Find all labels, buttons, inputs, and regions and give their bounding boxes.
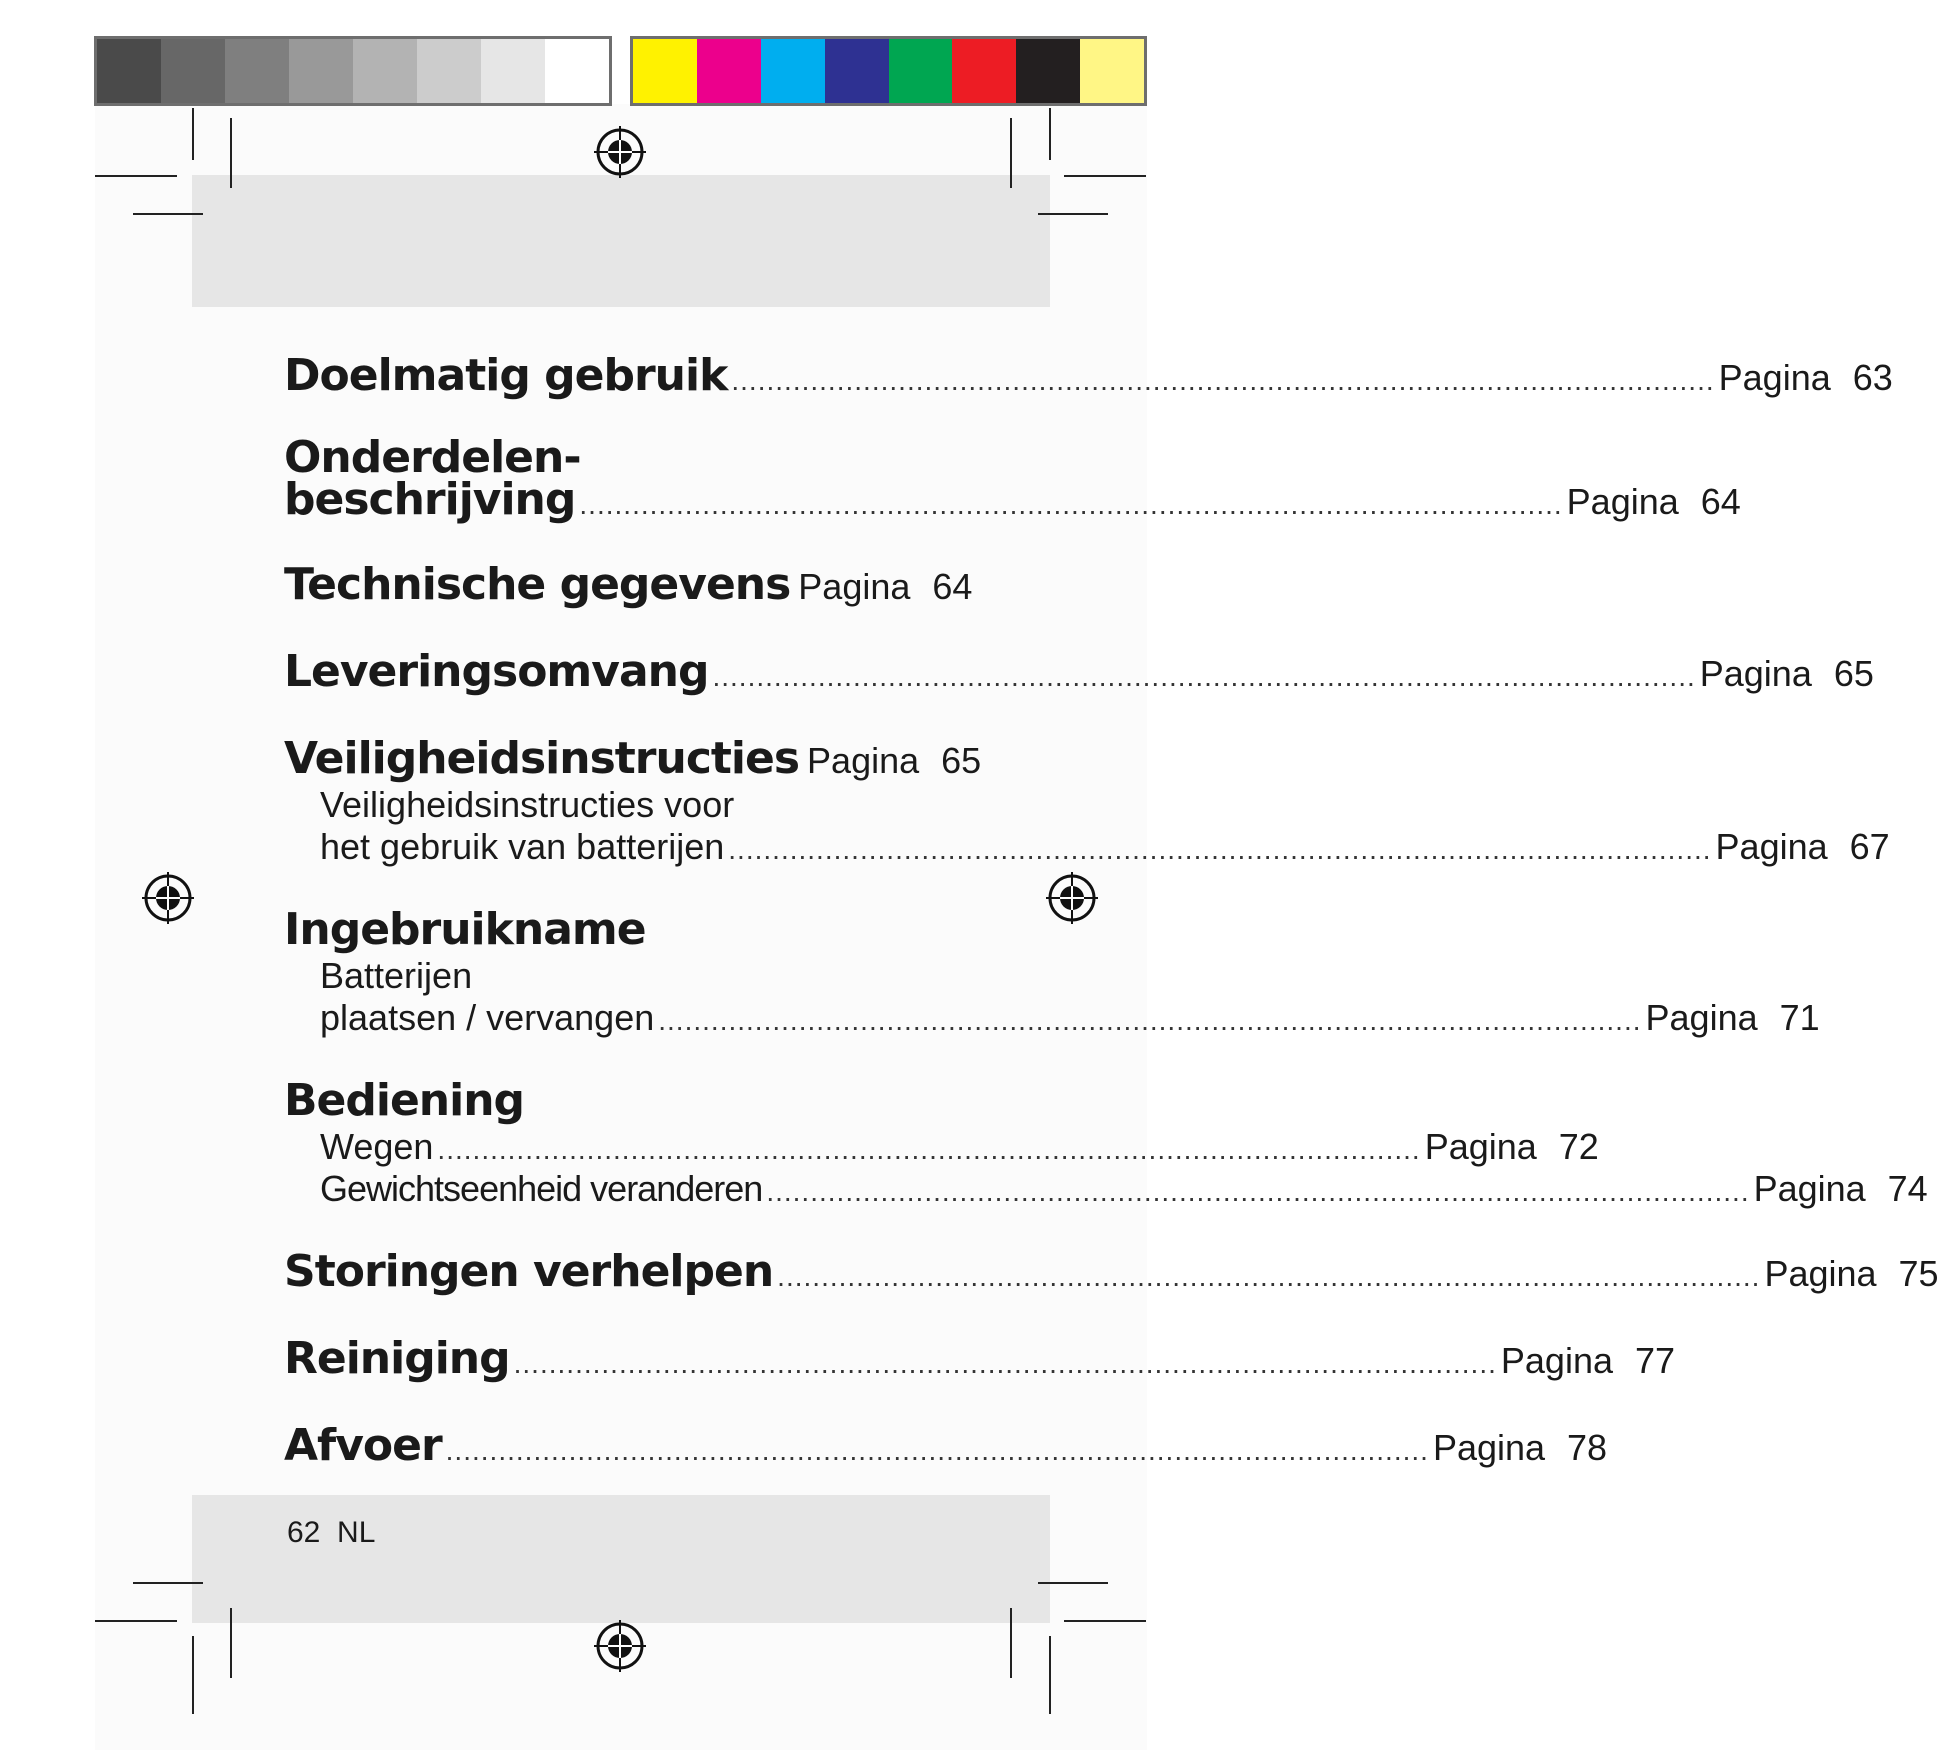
crop-mark bbox=[1064, 1620, 1146, 1622]
color-swatch bbox=[825, 39, 889, 103]
color-swatch bbox=[761, 39, 825, 103]
crop-mark bbox=[1049, 1636, 1051, 1714]
leader-dots: ................................................................................................................ bbox=[437, 1134, 1421, 1165]
page-reference: Pagina 65 bbox=[1699, 653, 1874, 694]
registration-mark-icon bbox=[1044, 870, 1100, 926]
crop-mark bbox=[192, 1636, 194, 1714]
toc-subentry-label: Gewichtseenheid veranderen bbox=[320, 1168, 763, 1209]
top-gray-band bbox=[192, 175, 1050, 307]
page-reference: Pagina 64 bbox=[798, 566, 973, 607]
toc-subentry-label: plaatsen / vervangen bbox=[320, 997, 655, 1038]
gray-swatch bbox=[417, 39, 481, 103]
page-reference: Pagina 71 bbox=[1645, 997, 1820, 1038]
crop-mark bbox=[230, 118, 232, 188]
toc-entry[interactable] bbox=[284, 350, 1893, 401]
color-swatch bbox=[1080, 39, 1144, 103]
table-of-contents bbox=[284, 350, 1939, 1471]
page-reference: Pagina 75 bbox=[1764, 1253, 1939, 1294]
toc-entry-title: Onderdelen- bbox=[284, 432, 581, 483]
crop-mark bbox=[1038, 1582, 1108, 1584]
gray-swatch bbox=[161, 39, 225, 103]
leader-dots: ................................................................................................................ bbox=[731, 365, 1715, 396]
registration-mark-icon bbox=[140, 870, 196, 926]
toc-entry-title: Doelmatig gebruik bbox=[284, 350, 728, 401]
toc-entry[interactable] bbox=[284, 904, 1820, 1039]
crop-mark bbox=[1010, 118, 1012, 188]
crop-mark bbox=[192, 108, 194, 160]
toc-entry[interactable] bbox=[284, 733, 1890, 868]
crop-mark bbox=[133, 213, 203, 215]
page-reference: Pagina 72 bbox=[1424, 1126, 1599, 1167]
page-number: 62 bbox=[287, 1516, 321, 1549]
page-reference: Pagina 77 bbox=[1500, 1340, 1675, 1381]
page-reference: Pagina 63 bbox=[1718, 357, 1893, 398]
page-reference: Pagina 64 bbox=[1566, 481, 1741, 522]
language-code: NL bbox=[337, 1516, 376, 1549]
toc-subentry-label: het gebruik van batterijen bbox=[320, 826, 725, 867]
gray-swatch bbox=[545, 39, 609, 103]
leader-dots: ................................................................................................................ bbox=[766, 1176, 1750, 1207]
toc-entry-title: Veiligheidsinstructies bbox=[284, 733, 800, 784]
toc-entry-title: beschrijving bbox=[284, 474, 576, 525]
page-reference: Pagina 67 bbox=[1715, 826, 1890, 867]
gray-swatch bbox=[481, 39, 545, 103]
color-swatch bbox=[952, 39, 1016, 103]
leader-dots: ................................................................................................................ bbox=[658, 1005, 1642, 1036]
color-swatch bbox=[889, 39, 953, 103]
toc-entry-title: Technische gegevens bbox=[284, 559, 791, 610]
toc-entry-title: Bediening bbox=[284, 1075, 525, 1126]
leader-dots: ................................................................................................................ bbox=[445, 1435, 1429, 1466]
crop-mark bbox=[95, 175, 177, 177]
leader-dots: ................................................................................................................ bbox=[728, 834, 1712, 865]
toc-entry[interactable] bbox=[284, 1420, 1608, 1471]
toc-entry-title: Ingebruikname bbox=[284, 904, 646, 955]
toc-subentry[interactable] bbox=[284, 1168, 1928, 1210]
toc-subentry[interactable] bbox=[284, 997, 1820, 1039]
leader-dots: ................................................................................................................ bbox=[777, 1261, 1761, 1292]
toc-subentry[interactable] bbox=[284, 1126, 1599, 1168]
toc-subentry-label: Batterijen bbox=[320, 955, 473, 996]
registration-mark-icon bbox=[592, 124, 648, 180]
gray-swatch bbox=[97, 39, 161, 103]
toc-entry[interactable] bbox=[284, 646, 1874, 697]
toc-entry-title: Leveringsomvang bbox=[284, 646, 709, 697]
toc-entry-title: Afvoer bbox=[284, 1420, 442, 1471]
crop-mark bbox=[95, 1620, 177, 1622]
toc-entry[interactable] bbox=[284, 432, 1741, 525]
color-swatch bbox=[1016, 39, 1080, 103]
page-reference: Pagina 65 bbox=[807, 740, 982, 781]
crop-mark bbox=[230, 1608, 232, 1678]
toc-subentry-label: Veiligheidsinstructies voor bbox=[320, 784, 735, 825]
leader-dots: ................................................................................................................ bbox=[513, 1348, 1497, 1379]
color-bar bbox=[630, 36, 1147, 106]
toc-entry-title: Reiniging bbox=[284, 1333, 510, 1384]
page-reference: Pagina 74 bbox=[1753, 1168, 1928, 1209]
leader-dots: ................................................................................................................ bbox=[712, 661, 1696, 692]
toc-entry[interactable] bbox=[284, 1246, 1939, 1297]
color-swatch bbox=[697, 39, 761, 103]
color-swatch bbox=[633, 39, 697, 103]
page-reference: Pagina 78 bbox=[1432, 1427, 1608, 1468]
gray-swatch bbox=[225, 39, 289, 103]
toc-entry[interactable] bbox=[284, 559, 973, 610]
registration-mark-icon bbox=[592, 1618, 648, 1674]
crop-mark bbox=[1010, 1608, 1012, 1678]
leader-dots: ................................................................................................................ bbox=[579, 489, 1563, 520]
toc-entry[interactable] bbox=[284, 1075, 1928, 1210]
toc-entry-title: Storingen verhelpen bbox=[284, 1246, 774, 1297]
crop-mark bbox=[133, 1582, 203, 1584]
crop-mark bbox=[1049, 108, 1051, 160]
toc-entry[interactable] bbox=[284, 1333, 1675, 1384]
gray-swatch bbox=[289, 39, 353, 103]
gray-swatch bbox=[353, 39, 417, 103]
page-footer bbox=[287, 1516, 375, 1550]
toc-subentry-label: Wegen bbox=[320, 1126, 434, 1167]
toc-subentry[interactable] bbox=[284, 826, 1890, 868]
bottom-gray-band bbox=[192, 1495, 1050, 1623]
grayscale-bar bbox=[94, 36, 612, 106]
crop-mark bbox=[1038, 213, 1108, 215]
crop-mark bbox=[1064, 175, 1146, 177]
